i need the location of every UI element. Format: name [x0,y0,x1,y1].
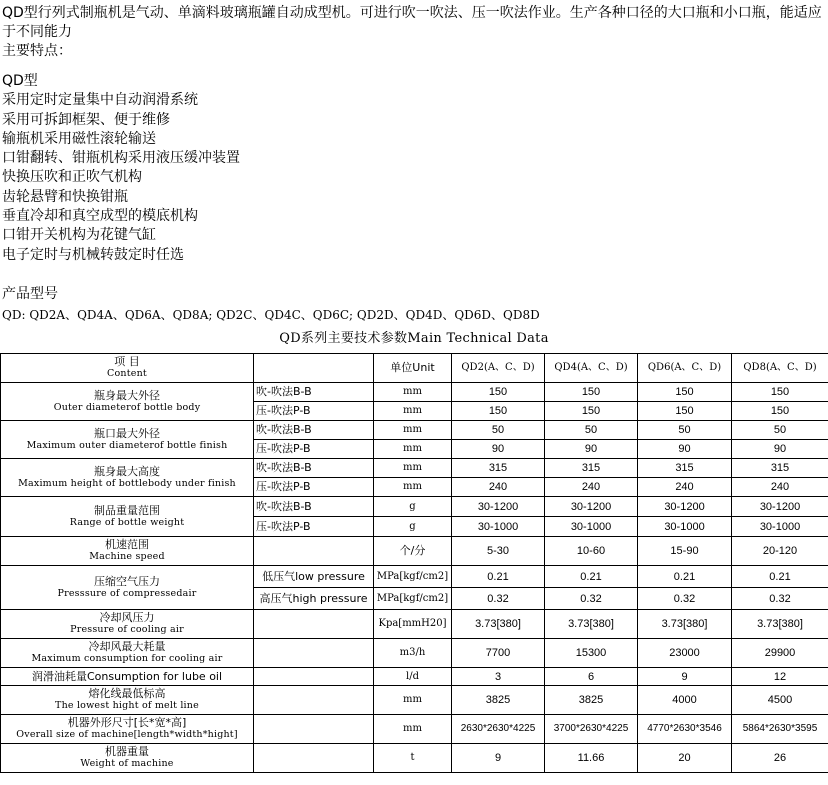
row-label [1,459,254,497]
row-label-en: Pressure of cooling air [70,624,184,635]
table-row [1,497,828,517]
value-cell: 90 [732,440,828,459]
value-cell: 150 [452,383,545,402]
value-cell: 5864*2630*3595 [732,715,828,744]
method-cell [254,715,374,744]
value-cell: 315 [545,459,638,478]
header-model-qd4: QD4(A、C、D) [545,354,638,383]
value-cell: 30-1200 [545,497,638,517]
table-row [1,537,828,566]
value-cell: 90 [452,440,545,459]
value-cell: 240 [732,478,828,497]
value-cell: 3.73[380] [545,610,638,639]
feature-item: 垂直冷却和真空成型的模底机构 [2,208,198,225]
row-label-cn: 机速范围 [105,538,149,551]
header-model-qd6: QD6(A、C、D) [638,354,732,383]
table-title: QD系列主要技术参数Main Technical Data [279,331,549,346]
feature-item: 口钳翻转、钳瓶机构采用液压缓冲装置 [2,150,240,167]
value-cell: 315 [732,459,828,478]
row-label-en: Maximum outer diameterof bottle finish [26,439,228,451]
feature-heading: QD型 [2,73,38,89]
value-cell: 0.32 [452,588,545,610]
method-cell: 吹-吹法B-B [254,421,374,440]
value-cell: 240 [452,478,545,497]
value-cell: 30-1000 [452,517,545,537]
row-label [1,383,254,421]
header-blank [254,354,374,383]
feature-item: 输瓶机采用磁性滚轮输送 [2,130,156,147]
value-cell: 150 [452,402,545,421]
value-cell: 30-1200 [732,497,828,517]
value-cell: 0.21 [545,566,638,588]
value-cell: 240 [638,478,732,497]
value-cell: 150 [732,402,828,421]
method-cell [254,744,374,773]
feature-item: 口钳开关机构为花键气缸 [2,227,156,244]
table-row [1,383,828,402]
value-cell: 3.73[380] [732,610,828,639]
unit-cell: mm [374,478,452,497]
intro-text [2,4,826,61]
row-label-en: Maximum consumption for cooling air [31,653,223,664]
row-label-cn: 冷却风压力 [99,611,155,624]
value-cell: 3700*2630*4225 [545,715,638,744]
feature-item: 电子定时与机械转鼓定时任选 [2,246,184,263]
value-cell: 3825 [545,686,638,715]
table-row [1,566,828,588]
value-cell: 15-90 [638,537,732,566]
row-label [1,566,254,610]
value-cell: 315 [452,459,545,478]
row-label-cn: 熔化线最低标高 [88,687,166,700]
value-cell: 0.32 [545,588,638,610]
unit-cell: MPa[kgf/cm2] [374,566,452,588]
value-cell: 4770*2630*3546 [638,715,732,744]
unit-cell: mm [374,459,452,478]
unit-cell: MPa[kgf/cm2] [374,588,452,610]
feature-list [2,72,240,265]
row-label-cn: 压缩空气压力 [94,574,160,588]
row-label [1,639,254,668]
value-cell: 30-1200 [452,497,545,517]
method-cell: 吹-吹法B-B [254,383,374,402]
value-cell: 12 [732,668,828,686]
row-label [1,537,254,566]
value-cell: 3 [452,668,545,686]
row-label-en: Weight of machine [80,758,174,769]
model-section [2,285,540,325]
row-label-cn: 冷却风最大耗量 [88,640,166,653]
method-cell: 吹-吹法B-B [254,459,374,478]
value-cell: 3825 [452,686,545,715]
unit-cell: mm [374,440,452,459]
value-cell: 50 [732,421,828,440]
row-label [1,744,254,773]
unit-cell: mm [374,715,452,744]
row-label-en: Outer diameterof bottle body [53,401,201,413]
value-cell: 29900 [732,639,828,668]
row-label [1,421,254,459]
value-cell: 0.32 [638,588,732,610]
value-cell: 23000 [638,639,732,668]
row-label [1,497,254,537]
unit-cell: mm [374,383,452,402]
row-label-cn: 瓶身最大外径 [94,388,160,402]
value-cell: 240 [545,478,638,497]
method-cell [254,610,374,639]
value-cell: 50 [545,421,638,440]
header-model-qd2: QD2(A、C、D) [452,354,545,383]
method-cell: 压-吹法P-B [254,517,374,537]
table-row [1,686,828,715]
table-row [1,668,828,686]
value-cell: 20 [638,744,732,773]
feature-item: 快换压吹和正吹气机构 [2,169,142,186]
header-unit: 单位Unit [374,354,452,383]
unit-cell: mm [374,421,452,440]
table-row [1,421,828,440]
value-cell: 9 [638,668,732,686]
unit-cell: m3/h [374,639,452,668]
method-cell: 吹-吹法B-B [254,497,374,517]
value-cell: 150 [732,383,828,402]
features-label: 主要特点： [2,43,72,59]
value-cell: 7700 [452,639,545,668]
row-label [1,686,254,715]
value-cell: 4000 [638,686,732,715]
value-cell: 5-30 [452,537,545,566]
row-label-cn: 瓶身最大高度 [94,464,160,478]
value-cell: 0.21 [732,566,828,588]
model-heading: 产品型号 [2,286,58,302]
value-cell: 0.21 [638,566,732,588]
value-cell: 30-1000 [638,517,732,537]
method-cell [254,639,374,668]
table-row [1,744,828,773]
table-row [1,715,828,744]
row-label-en: Presssure of compressedair [57,587,197,599]
value-cell: 90 [638,440,732,459]
value-cell: 50 [452,421,545,440]
value-cell: 30-1000 [545,517,638,537]
method-cell: 低压气low pressure [254,566,374,588]
value-cell: 50 [638,421,732,440]
method-cell: 压-吹法P-B [254,478,374,497]
unit-cell: mm [374,686,452,715]
value-cell: 0.32 [732,588,828,610]
intro-description: QD型行列式制瓶机是气动、单滴料玻璃瓶罐自动成型机。可进行吹一吹法、压一吹法作业。生产各种口径的大口瓶和小口瓶，能适应于不同能力 [2,5,822,40]
row-label-en: Range of bottle weight [69,516,185,528]
value-cell: 11.66 [545,744,638,773]
value-cell: 150 [638,383,732,402]
unit-cell: g [374,497,452,517]
feature-item: 采用可拆卸框架、便于维修 [2,111,170,128]
value-cell: 4500 [732,686,828,715]
unit-cell: 个/分 [374,537,452,566]
value-cell: 90 [545,440,638,459]
value-cell: 150 [545,383,638,402]
value-cell: 10-60 [545,537,638,566]
row-label-en: Machine speed [89,551,165,562]
method-cell [254,668,374,686]
table-row [1,639,828,668]
header-item-cn: 项 目 [114,355,140,368]
header-item-en: Content [107,368,147,379]
feature-item: 齿轮悬臂和快换钳瓶 [2,188,128,205]
feature-item: 采用定时定量集中自动润滑系统 [2,92,198,109]
table-header-row [1,354,828,383]
row-label-cn: 机器外形尺寸[长*宽*高] [67,716,187,729]
row-label: 润滑油耗量Consumption for lube oil [1,668,254,686]
method-cell: 压-吹法P-B [254,440,374,459]
unit-cell: g [374,517,452,537]
row-label-en: The lowest hight of melt line [55,700,199,711]
row-label [1,610,254,639]
unit-cell: mm [374,402,452,421]
value-cell: 20-120 [732,537,828,566]
row-label [1,715,254,744]
method-cell [254,537,374,566]
value-cell: 3.73[380] [638,610,732,639]
value-cell: 6 [545,668,638,686]
value-cell: 150 [638,402,732,421]
row-label-cn: 机器重量 [105,745,149,758]
method-cell [254,686,374,715]
unit-cell: l/d [374,668,452,686]
row-label-en: Maximum height of bottlebody under finish [18,477,236,489]
value-cell: 30-1000 [732,517,828,537]
spec-table [0,353,828,773]
method-cell: 高压气high pressure [254,588,374,610]
value-cell: 315 [638,459,732,478]
value-cell: 30-1200 [638,497,732,517]
table-row [1,459,828,478]
model-list: QD: QD2A、QD4A、QD6A、QD8A; QD2C、QD4C、QD6C; QD2D、QD4D、QD6D、QD8D [2,308,540,322]
unit-cell: Kpa[mmH20] [374,610,452,639]
header-item [1,354,254,383]
value-cell: 0.21 [452,566,545,588]
row-label-cn: 制品重量范围 [94,503,160,517]
value-cell: 15300 [545,639,638,668]
value-cell: 150 [545,402,638,421]
value-cell: 9 [452,744,545,773]
row-label-en: Overall size of machine[length*width*hight] [16,729,238,740]
method-cell: 压-吹法P-B [254,402,374,421]
table-row [1,610,828,639]
value-cell: 26 [732,744,828,773]
value-cell: 3.73[380] [452,610,545,639]
unit-cell: t [374,744,452,773]
row-label-cn: 瓶口最大外径 [94,426,160,440]
value-cell: 2630*2630*4225 [452,715,545,744]
header-model-qd8: QD8(A、C、D) [732,354,828,383]
